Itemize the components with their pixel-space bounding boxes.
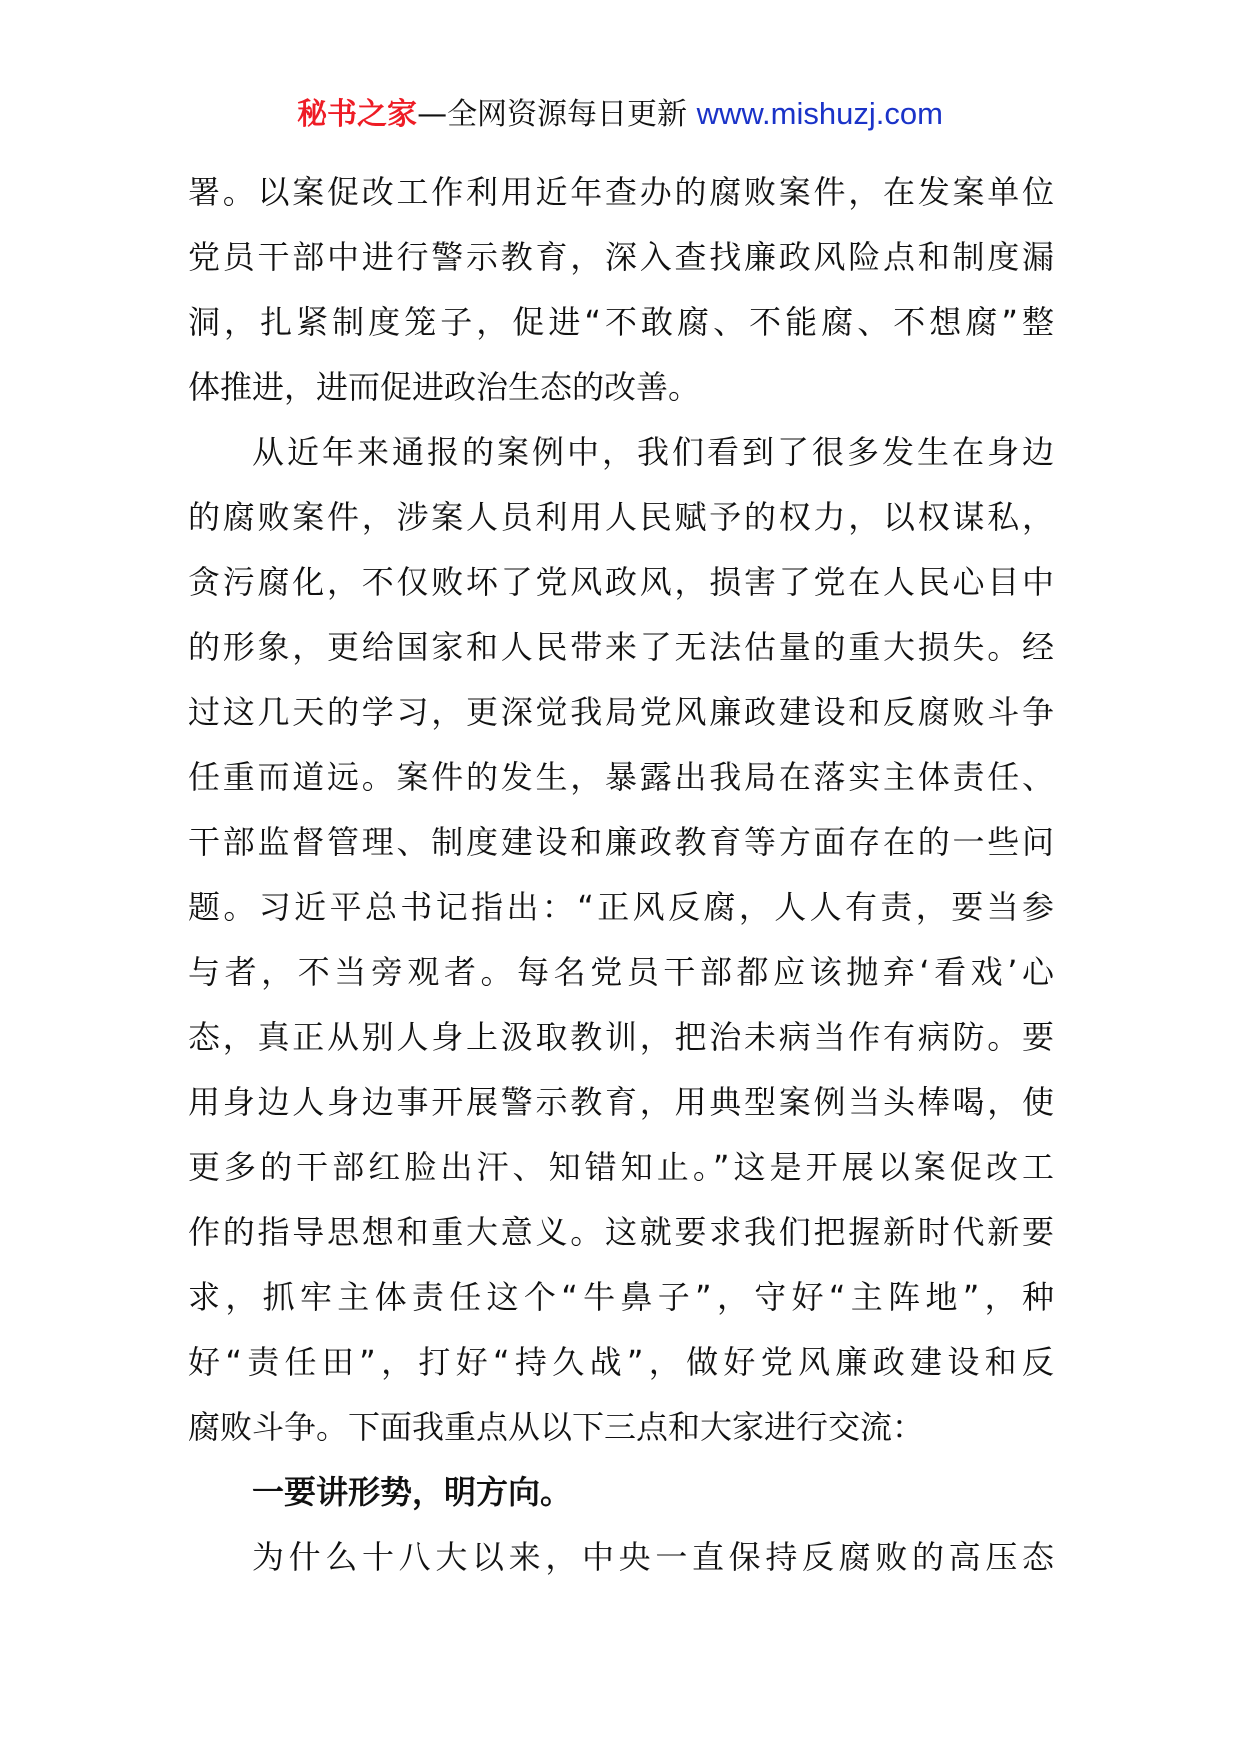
text-line: 体推进，进而促进政治生态的改善。 xyxy=(188,368,701,406)
section-heading: 一要讲形势，明方向。 xyxy=(252,1473,573,1511)
page-header xyxy=(0,94,1240,135)
website-url[interactable]: www.mishuzj.com xyxy=(696,96,943,131)
text-line: 干部监督管理、制度建设和廉政教育等方面存在的一些问 xyxy=(188,823,1054,861)
text-line: 过这几天的学习，更深觉我局党风廉政建设和反腐败斗争 xyxy=(188,693,1054,731)
text-line: 腐败斗争。下面我重点从以下三点和大家进行交流： xyxy=(188,1408,925,1446)
text-line: 的形象，更给国家和人民带来了无法估量的重大损失。经 xyxy=(188,628,1054,666)
text-line: 用身边人身边事开展警示教育，用典型案例当头棒喝，使 xyxy=(188,1083,1054,1121)
text-line: 求，抓牢主体责任这个“牛鼻子”，守好“主阵地”，种 xyxy=(188,1278,1054,1316)
text-line: 态，真正从别人身上汲取教训，把治未病当作有病防。要 xyxy=(188,1018,1054,1056)
document-body xyxy=(188,160,1054,1590)
text-line: 更多的干部红脸出汗、知错知止。”这是开展以案促改工 xyxy=(188,1148,1054,1186)
text-line: 为什么十八大以来，中央一直保持反腐败的高压态 xyxy=(252,1538,1054,1576)
text-line: 题。习近平总书记指出：“正风反腐，人人有责，要当参 xyxy=(188,888,1054,926)
text-line: 贪污腐化，不仅败坏了党风政风，损害了党在人民心目中 xyxy=(188,563,1054,601)
text-line: 署。以案促改工作利用近年查办的腐败案件，在发案单位 xyxy=(188,173,1054,211)
text-line: 洞，扎紧制度笼子，促进“不敢腐、不能腐、不想腐”整 xyxy=(188,303,1054,341)
text-line: 的腐败案件，涉案人员利用人民赋予的权力，以权谋私， xyxy=(188,498,1054,536)
text-line: 好“责任田”，打好“持久战”，做好党风廉政建设和反 xyxy=(188,1343,1054,1381)
text-line: 作的指导思想和重大意义。这就要求我们把握新时代新要 xyxy=(188,1213,1054,1251)
text-line: 与者，不当旁观者。每名党员干部都应该抛弃‘看戏’心 xyxy=(188,953,1054,991)
text-line: 从近年来通报的案例中，我们看到了很多发生在身边 xyxy=(252,433,1054,471)
brand-name: 秘书之家 xyxy=(297,97,418,132)
text-line: 党员干部中进行警示教育，深入查找廉政风险点和制度漏 xyxy=(188,238,1054,276)
header-tagline: —全网资源每日更新 xyxy=(417,97,688,132)
text-line: 任重而道远。案件的发生，暴露出我局在落实主体责任、 xyxy=(188,758,1054,796)
